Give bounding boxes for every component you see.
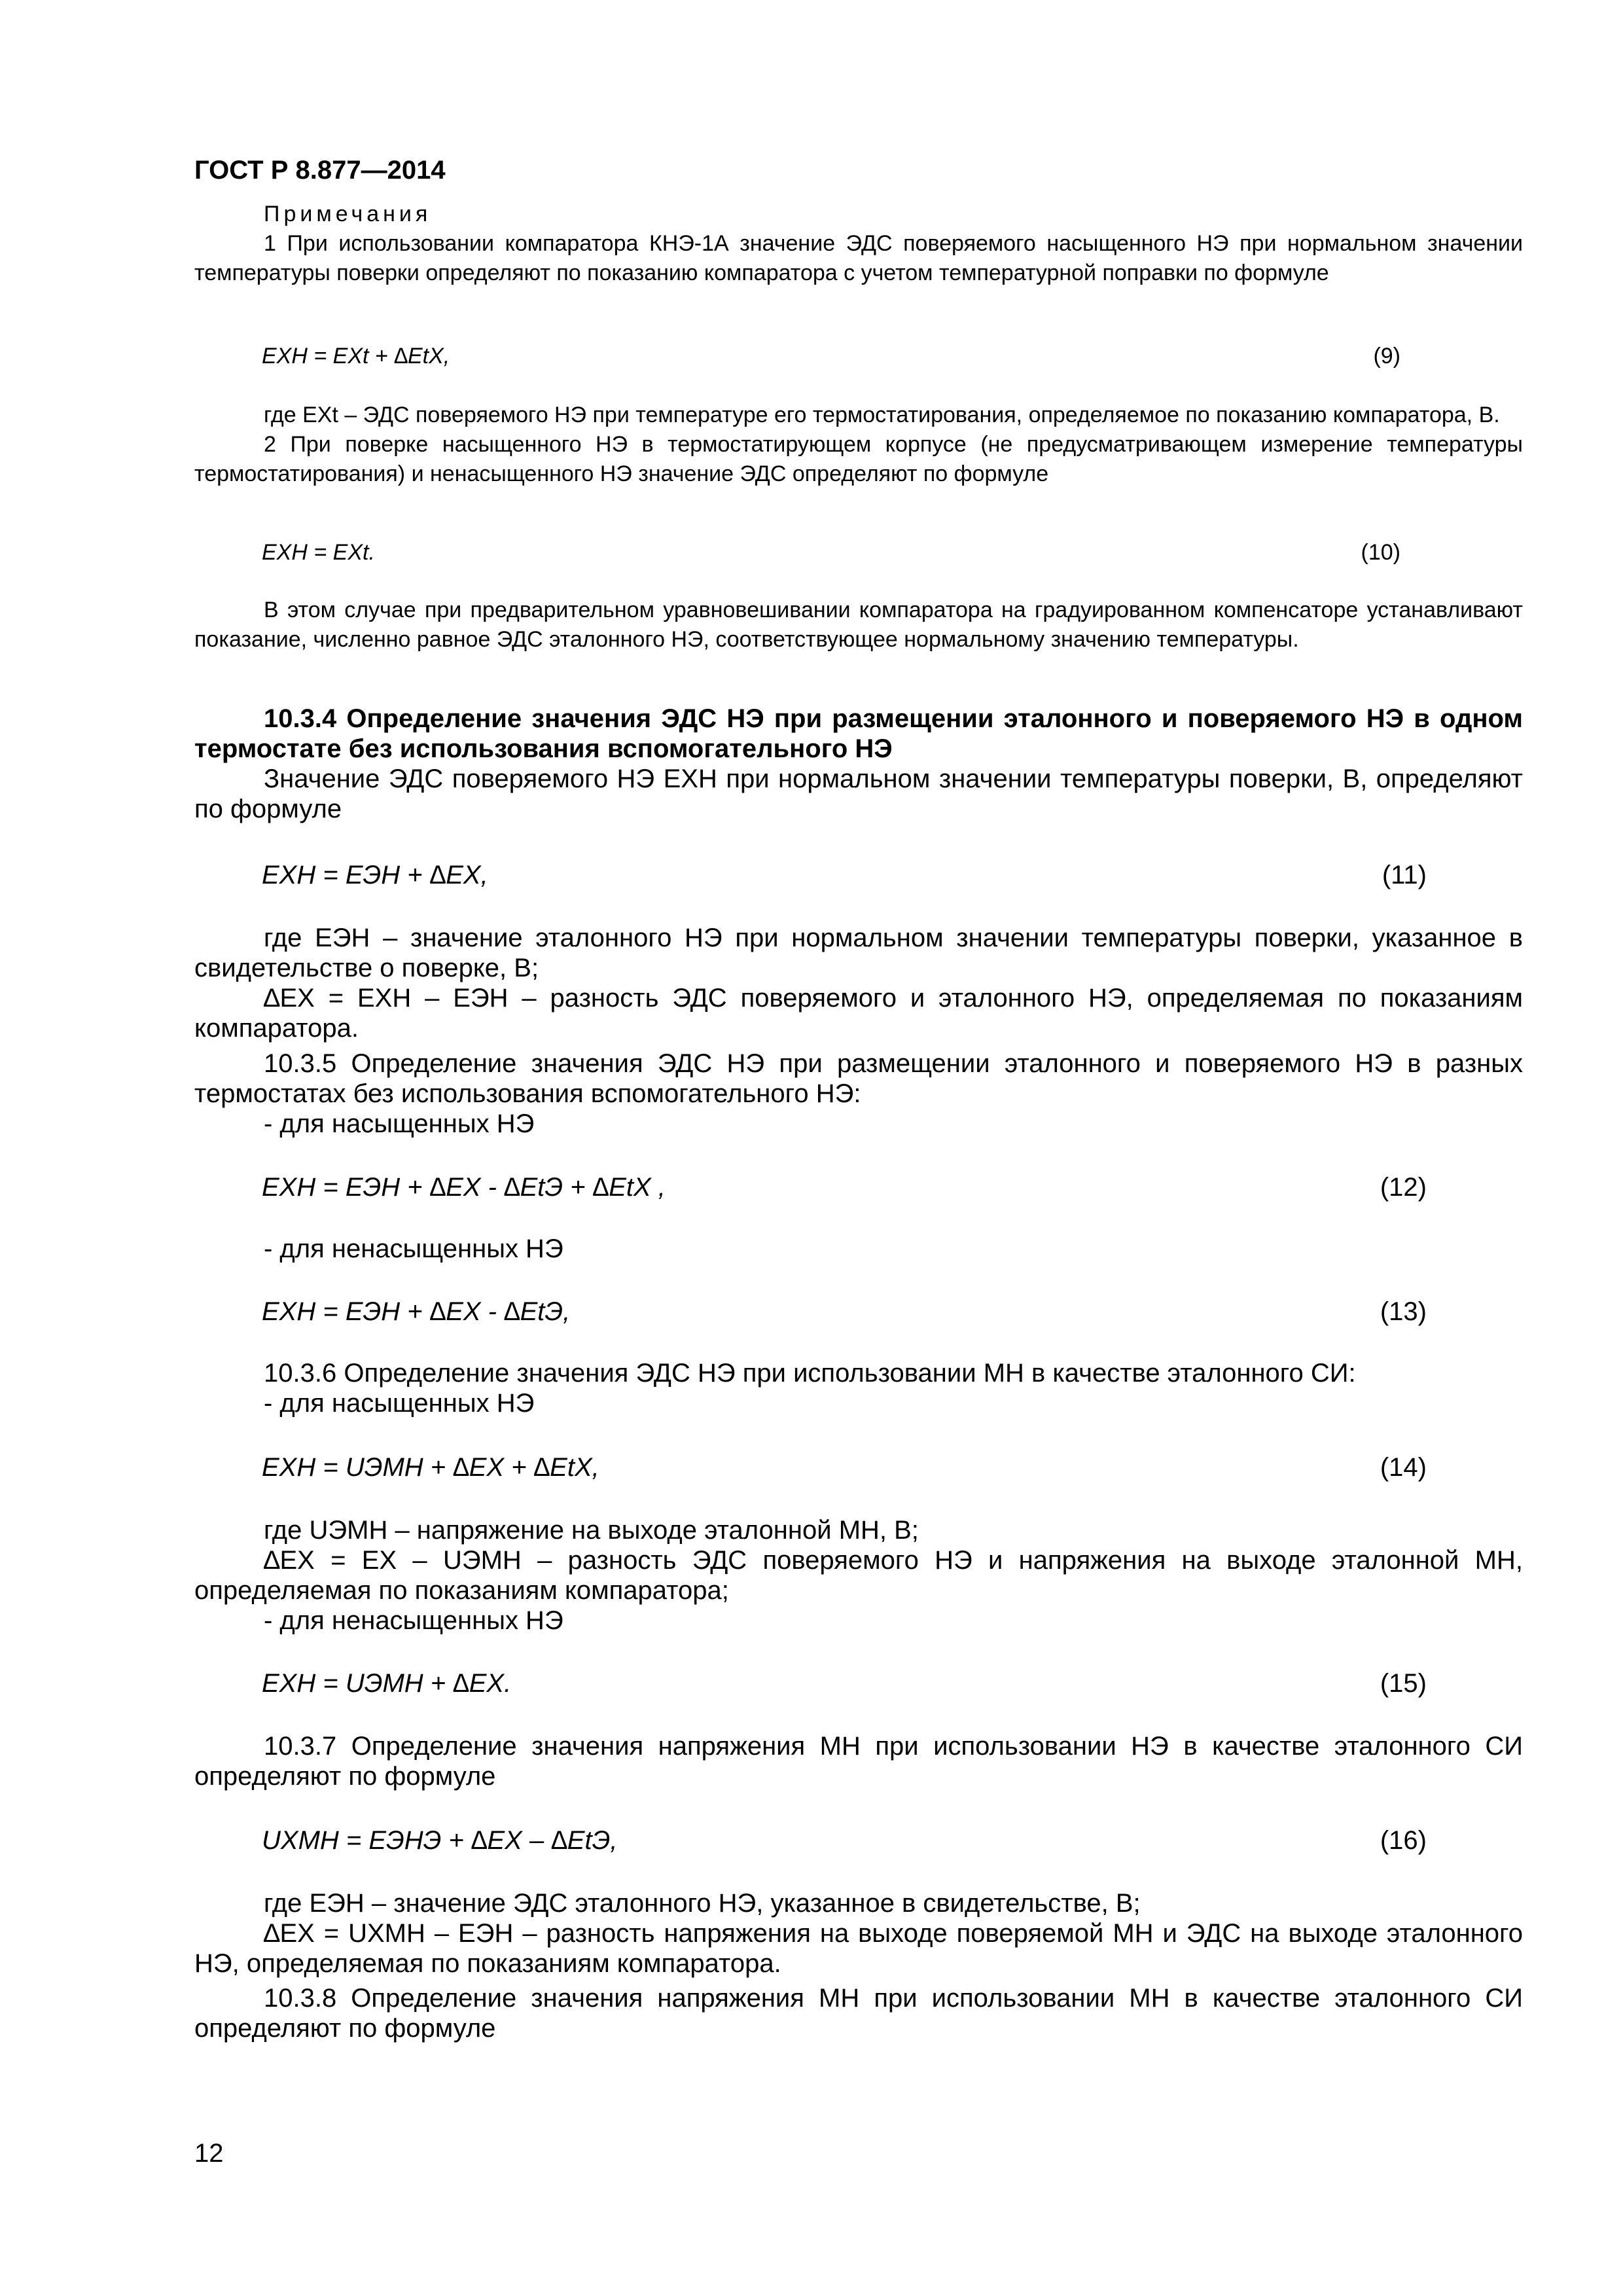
- note-case-text: В этом случае при предварительном уравновешивании компаратора на градуированном компенсаторе устанавливают показание, численно равное ЭДС эталонного НЭ, соответствующее нормальному значению температуры.: [194, 598, 1523, 652]
- where-9: где EXt – ЭДС поверяемого НЭ при температуре его термостатирования, определяемое по показанию компаратора, В.: [264, 403, 1500, 427]
- equation-number: (10): [1361, 540, 1400, 565]
- equation-formula: EXН = UЭМН + ∆EX + ∆EtX,: [262, 1453, 599, 1482]
- section-heading: 10.3.7 Определение значения напряжения МН при использовании НЭ в качестве эталонного СИ определяют по формуле: [194, 1732, 1523, 1791]
- where-line-1: где EЭН – значение ЭДС эталонного НЭ, указанное в свидетельстве, В;: [264, 1889, 1141, 1918]
- equation-formula: EXН = EЭН + ∆EX - ∆EtЭ,: [262, 1297, 571, 1326]
- equation-number: (11): [1382, 861, 1427, 889]
- section-10-3-6: [194, 1358, 1523, 1418]
- unsaturated-block: [194, 1234, 1523, 1264]
- where-line-2: ∆EX = EXН – EЭН – разность ЭДС поверяемого и эталонного НЭ, определяемая по показаниям компаратора.: [194, 984, 1523, 1043]
- equation-formula: UXМН = EЭНЭ + ∆EX – ∆EtЭ,: [262, 1826, 618, 1855]
- section-heading: 10.3.4 Определение значения ЭДС НЭ при размещении эталонного и поверяемого НЭ в одном термостате без использования вспомогательного НЭ: [194, 704, 1523, 763]
- standard-designation: ГОСТ Р 8.877—2014: [194, 156, 446, 185]
- saturated-label: - для насыщенных НЭ: [264, 1389, 535, 1418]
- equation-number: (9): [1373, 344, 1400, 368]
- notes-block: [194, 200, 1523, 288]
- note-1: 1 При использовании компаратора КНЭ-1А значение ЭДС поверяемого насыщенного НЭ при нормальном значении температуры поверки определяют по показанию компаратора с учетом температурной поправки по формуле: [194, 231, 1523, 285]
- equation-number: (13): [1380, 1297, 1427, 1326]
- equation-number: (12): [1380, 1173, 1427, 1202]
- saturated-label: - для насыщенных НЭ: [264, 1109, 535, 1138]
- section-10-3-6-where: [194, 1515, 1523, 1636]
- note-2: 2 При поверке насыщенного НЭ в термостатирующем корпусе (не предусматривающем измерение температуры термостатирования) и ненасыщенного НЭ значение ЭДС определяют по формуле: [194, 432, 1523, 486]
- unsaturated-label: - для ненасыщенных НЭ: [264, 1606, 563, 1635]
- equation-formula: EXН = EЭН + ∆EX - ∆EtЭ + ∆EtX ,: [262, 1173, 666, 1202]
- where-line-2: ∆EX = EX – UЭМН – разность ЭДС поверяемого НЭ и напряжения на выходе эталонной МН, определяемая по показаниям компаратора;: [194, 1546, 1523, 1605]
- section-10-3-7: [194, 1731, 1523, 1791]
- equation-formula: EXН = EXt + ∆EtX,: [262, 344, 450, 368]
- notes-title: Примечания: [264, 202, 432, 226]
- where-line-2: ∆EX = UXМН – EЭН – разность напряжения на выходе поверяемой МН и ЭДС на выходе эталонного НЭ, определяемая по показаниям компаратора.: [194, 1919, 1523, 1978]
- section-10-3-7-where: [194, 1888, 1523, 1979]
- notes-case-block: [194, 596, 1523, 655]
- section-10-3-4: [194, 704, 1523, 824]
- equation-formula: EXН = EXt.: [262, 540, 375, 565]
- unsaturated-label: - для ненасыщенных НЭ: [264, 1234, 563, 1263]
- page-number: 12: [194, 2139, 224, 2168]
- section-heading: 10.3.6 Определение значения ЭДС НЭ при использовании МН в качестве эталонного СИ:: [264, 1359, 1356, 1388]
- section-heading: 10.3.8 Определение значения напряжения МН при использовании МН в качестве эталонного СИ определяют по формуле: [194, 1984, 1523, 2043]
- equation-number: (15): [1380, 1669, 1427, 1698]
- equation-number: (14): [1380, 1453, 1427, 1482]
- section-text: Значение ЭДС поверяемого НЭ EXН при нормальном значении температуры поверки, В, определяют по формуле: [194, 764, 1523, 823]
- section-10-3-4-where: [194, 923, 1523, 1043]
- section-heading: 10.3.5 Определение значения ЭДС НЭ при размещении эталонного и поверяемого НЭ в разных термостатах без использования вспомогательного НЭ:: [194, 1049, 1523, 1108]
- equation-formula: EXН = UЭМН + ∆EX.: [262, 1669, 512, 1698]
- equation-formula: EXН = EЭН + ∆EX,: [262, 861, 488, 889]
- notes-where-block: [194, 401, 1523, 489]
- where-line-1: где UЭМН – напряжение на выходе эталонной МН, В;: [264, 1516, 919, 1545]
- section-10-3-5: [194, 1049, 1523, 1139]
- equation-number: (16): [1380, 1826, 1427, 1855]
- section-10-3-8: [194, 1983, 1523, 2043]
- where-line-1: где EЭН – значение эталонного НЭ при нормальном значении температуры поверки, указанное в свидетельстве о поверке, В;: [194, 924, 1523, 982]
